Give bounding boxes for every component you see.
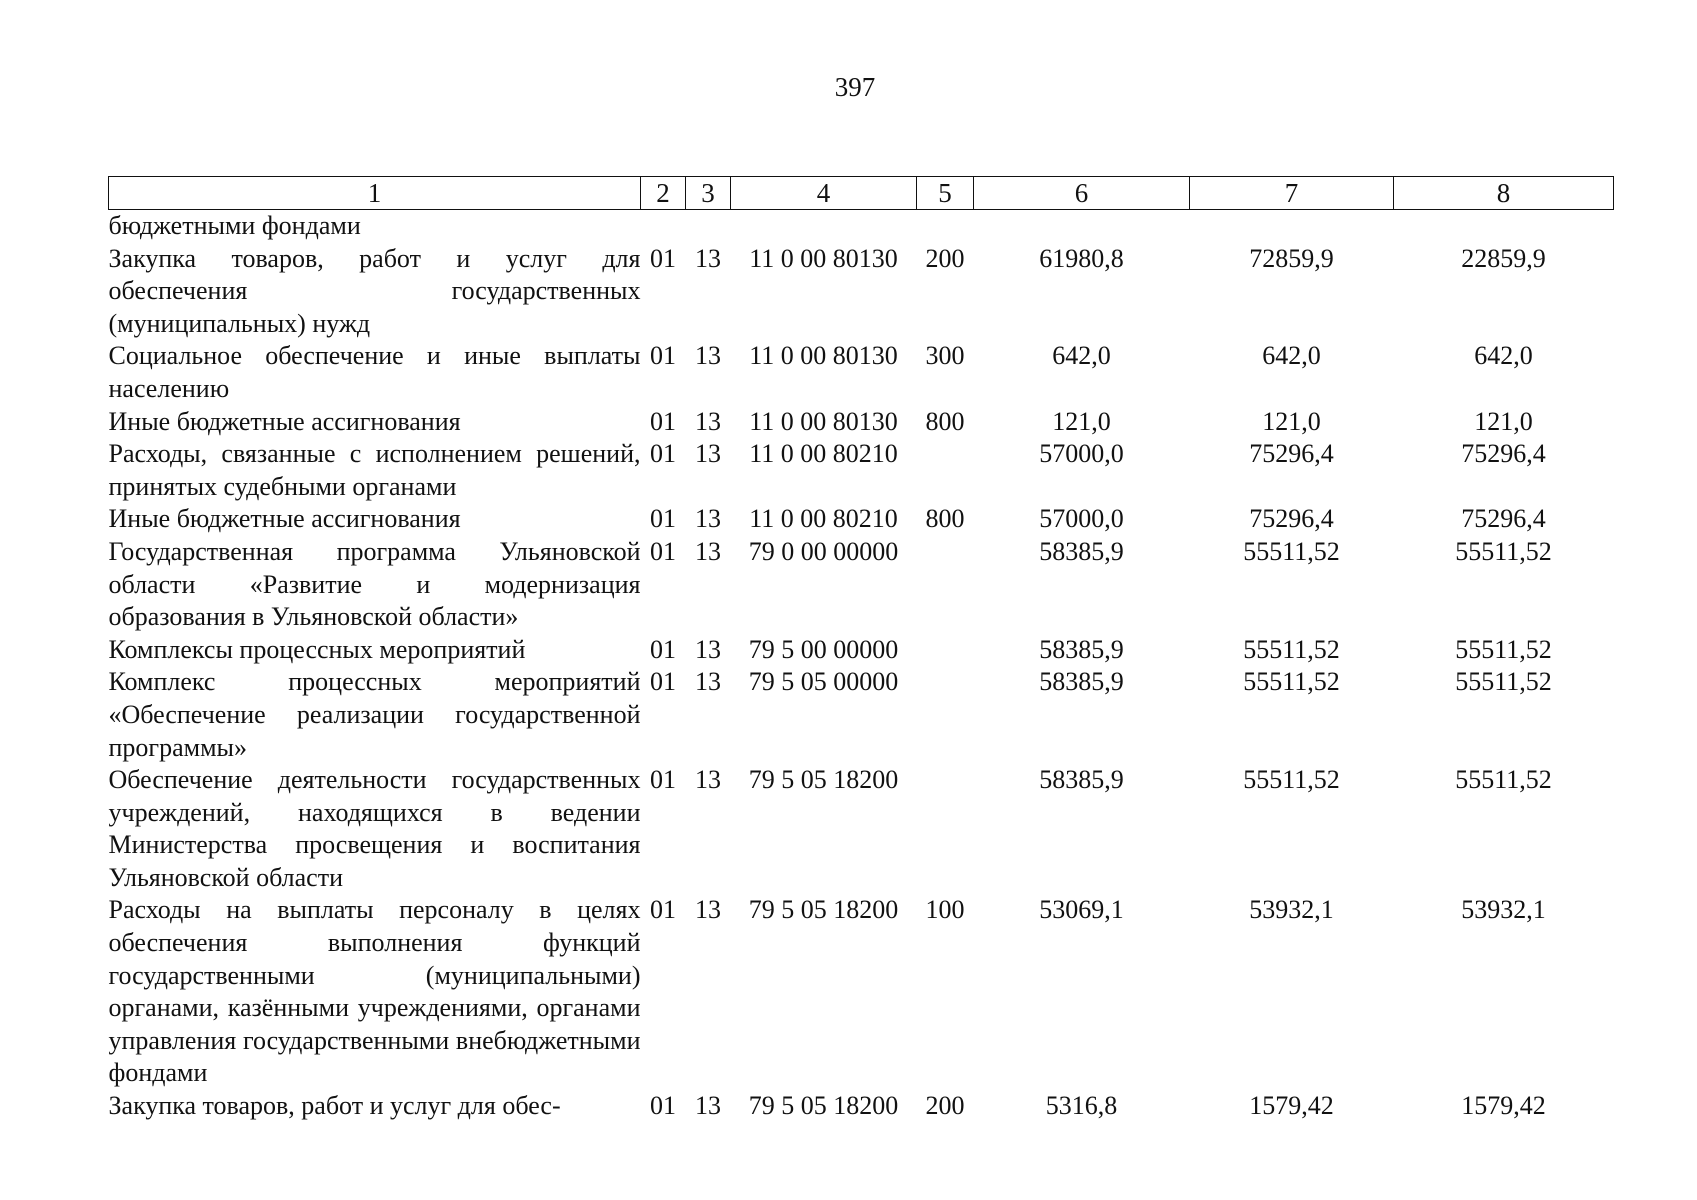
row-expense-type: [917, 634, 974, 667]
table-row: [109, 503, 1614, 536]
row-expense-type: 100: [925, 895, 965, 925]
row-section: 01: [650, 439, 676, 469]
row-section: 01: [650, 341, 676, 371]
row-amount-col6: 57000,0: [1039, 439, 1124, 469]
row-expense-type: [917, 764, 974, 894]
row-amount-col7: [1190, 210, 1394, 243]
row-amount-col8: 55511,52: [1455, 634, 1552, 664]
header-col-7: 7: [1190, 177, 1394, 210]
row-expense-type: [917, 536, 974, 634]
row-target-article: 11 0 00 80130: [749, 341, 898, 371]
row-amount-col8: 55511,52: [1455, 667, 1552, 697]
row-subsection: 13: [695, 895, 721, 925]
row-target-article: 11 0 00 80210: [749, 504, 898, 534]
row-subsection: 13: [695, 765, 721, 795]
row-amount-col8: 22859,9: [1461, 243, 1546, 273]
row-amount-col7: 55511,52: [1243, 536, 1340, 566]
row-name: Закупка товаров, работ и услуг для обес-: [108, 1091, 561, 1121]
page-number: 397: [834, 72, 876, 102]
row-target-article: 11 0 00 80130: [749, 406, 898, 436]
row-section: 01: [650, 536, 676, 566]
row-target-article: 79 5 05 18200: [748, 895, 899, 925]
row-name: Государственная программа Ульяновской области «Развитие и модернизация образования в Ульяновской области»: [108, 536, 641, 632]
table-row: [109, 340, 1614, 405]
row-amount-col6: 53069,1: [1039, 895, 1124, 925]
row-name: Социальное обеспечение и иные выплаты населению: [108, 341, 641, 403]
row-amount-col8: 1579,42: [1461, 1091, 1546, 1121]
row-name: бюджетными фондами: [108, 211, 361, 240]
row-subsection: [686, 210, 731, 243]
row-amount-col8: 121,0: [1474, 406, 1533, 436]
row-subsection: 13: [695, 341, 721, 371]
budget-table: [108, 176, 1614, 1123]
row-section: [641, 210, 686, 243]
row-amount-col6: 57000,0: [1039, 504, 1124, 534]
row-amount-col8: 75296,4: [1461, 504, 1546, 534]
header-row: [109, 177, 1614, 210]
header-col-2: 2: [641, 177, 686, 210]
row-expense-type: [917, 438, 974, 503]
row-name: Расходы на выплаты персоналу в целях обеспечения выполнения функций государственными (муниципальными) органами, казёнными учреждениями, органами управления государственными внебюджетными фондами: [108, 895, 641, 1088]
row-amount-col7: 642,0: [1262, 341, 1321, 371]
row-section: 01: [650, 504, 676, 534]
row-amount-col6: 5316,8: [1045, 1091, 1118, 1121]
row-amount-col8: 55511,52: [1455, 765, 1552, 795]
table-row: [109, 764, 1614, 894]
row-amount-col7: 75296,4: [1249, 439, 1334, 469]
row-name: Иные бюджетные ассигнования: [108, 504, 461, 534]
row-target-article: 11 0 00 80210: [749, 439, 898, 469]
row-subsection: 13: [695, 667, 721, 697]
row-expense-type: 800: [925, 504, 965, 534]
row-amount-col7: 55511,52: [1243, 765, 1340, 795]
table-row: [109, 894, 1614, 1090]
row-target-article: 79 5 05 18200: [748, 765, 899, 795]
row-subsection: 13: [695, 634, 721, 664]
row-amount-col6: 121,0: [1052, 406, 1111, 436]
table-row: [109, 634, 1614, 667]
table-row: [109, 536, 1614, 634]
table-body: [109, 210, 1614, 1123]
row-subsection: 13: [695, 504, 721, 534]
row-target-article: 79 5 05 00000: [748, 667, 899, 697]
row-section: 01: [650, 895, 676, 925]
header-col-6: 6: [974, 177, 1190, 210]
table-row: [109, 666, 1614, 764]
row-amount-col8: 75296,4: [1461, 439, 1546, 469]
row-section: 01: [650, 243, 676, 273]
row-amount-col7: 55511,52: [1243, 634, 1340, 664]
row-target-article: 79 0 00 00000: [748, 536, 899, 566]
row-amount-col8: 55511,52: [1455, 536, 1552, 566]
row-amount-col7: 55511,52: [1243, 667, 1340, 697]
row-section: 01: [650, 765, 676, 795]
row-section: 01: [650, 406, 676, 436]
row-amount-col7: 121,0: [1262, 406, 1321, 436]
header-col-1: 1: [109, 177, 641, 210]
row-subsection: 13: [695, 1091, 721, 1121]
row-section: 01: [650, 634, 676, 664]
row-subsection: 13: [695, 439, 721, 469]
row-subsection: 13: [695, 406, 721, 436]
table-row: [109, 438, 1614, 503]
row-amount-col7: 1579,42: [1249, 1091, 1334, 1121]
header-col-4: 4: [731, 177, 917, 210]
row-amount-col6: 58385,9: [1039, 536, 1124, 566]
row-name: Расходы, связанные с исполнением решений, принятых судебными органами: [108, 439, 641, 501]
row-amount-col7: 53932,1: [1249, 895, 1334, 925]
row-name: Обеспечение деятельности государственных учреждений, находящихся в ведении Министерства просвещения и воспитания Ульяновской области: [108, 765, 641, 892]
row-target-article: [731, 210, 917, 243]
row-expense-type: [917, 210, 974, 243]
row-amount-col6: 61980,8: [1039, 243, 1124, 273]
row-amount-col6: 58385,9: [1039, 634, 1124, 664]
row-target-article: 11 0 00 80130: [749, 243, 898, 273]
row-section: 01: [650, 1091, 676, 1121]
row-amount-col7: 72859,9: [1249, 243, 1334, 273]
row-amount-col8: 53932,1: [1461, 895, 1546, 925]
row-amount-col7: 75296,4: [1249, 504, 1334, 534]
row-target-article: 79 5 00 00000: [748, 634, 899, 664]
row-expense-type: 200: [925, 1091, 965, 1121]
row-name: Комплекс процессных мероприятий «Обеспечение реализации государственной программы»: [108, 667, 641, 762]
table-row: [109, 210, 1614, 243]
table-row: [109, 1090, 1614, 1123]
row-amount-col8: [1394, 210, 1614, 243]
row-expense-type: 300: [925, 341, 965, 371]
row-name: Иные бюджетные ассигнования: [108, 406, 461, 436]
row-amount-col6: 58385,9: [1039, 765, 1124, 795]
row-section: 01: [650, 667, 676, 697]
row-amount-col8: 642,0: [1474, 341, 1533, 371]
row-name: Закупка товаров, работ и услуг для обеспечения государственных (муниципальных) нужд: [108, 243, 641, 338]
row-subsection: 13: [695, 536, 721, 566]
row-expense-type: [917, 666, 974, 764]
table-row: [109, 406, 1614, 439]
row-name: Комплексы процессных мероприятий: [108, 634, 526, 664]
header-col-8: 8: [1394, 177, 1614, 210]
header-col-5: 5: [917, 177, 974, 210]
row-amount-col6: 642,0: [1052, 341, 1111, 371]
row-subsection: 13: [695, 243, 721, 273]
row-target-article: 79 5 05 18200: [748, 1091, 899, 1121]
row-amount-col6: 58385,9: [1039, 667, 1124, 697]
row-expense-type: 800: [925, 406, 965, 436]
header-col-3: 3: [686, 177, 731, 210]
budget-document: [108, 176, 1613, 1123]
row-amount-col6: [974, 210, 1190, 243]
table-row: [109, 243, 1614, 341]
row-expense-type: 200: [925, 243, 965, 273]
